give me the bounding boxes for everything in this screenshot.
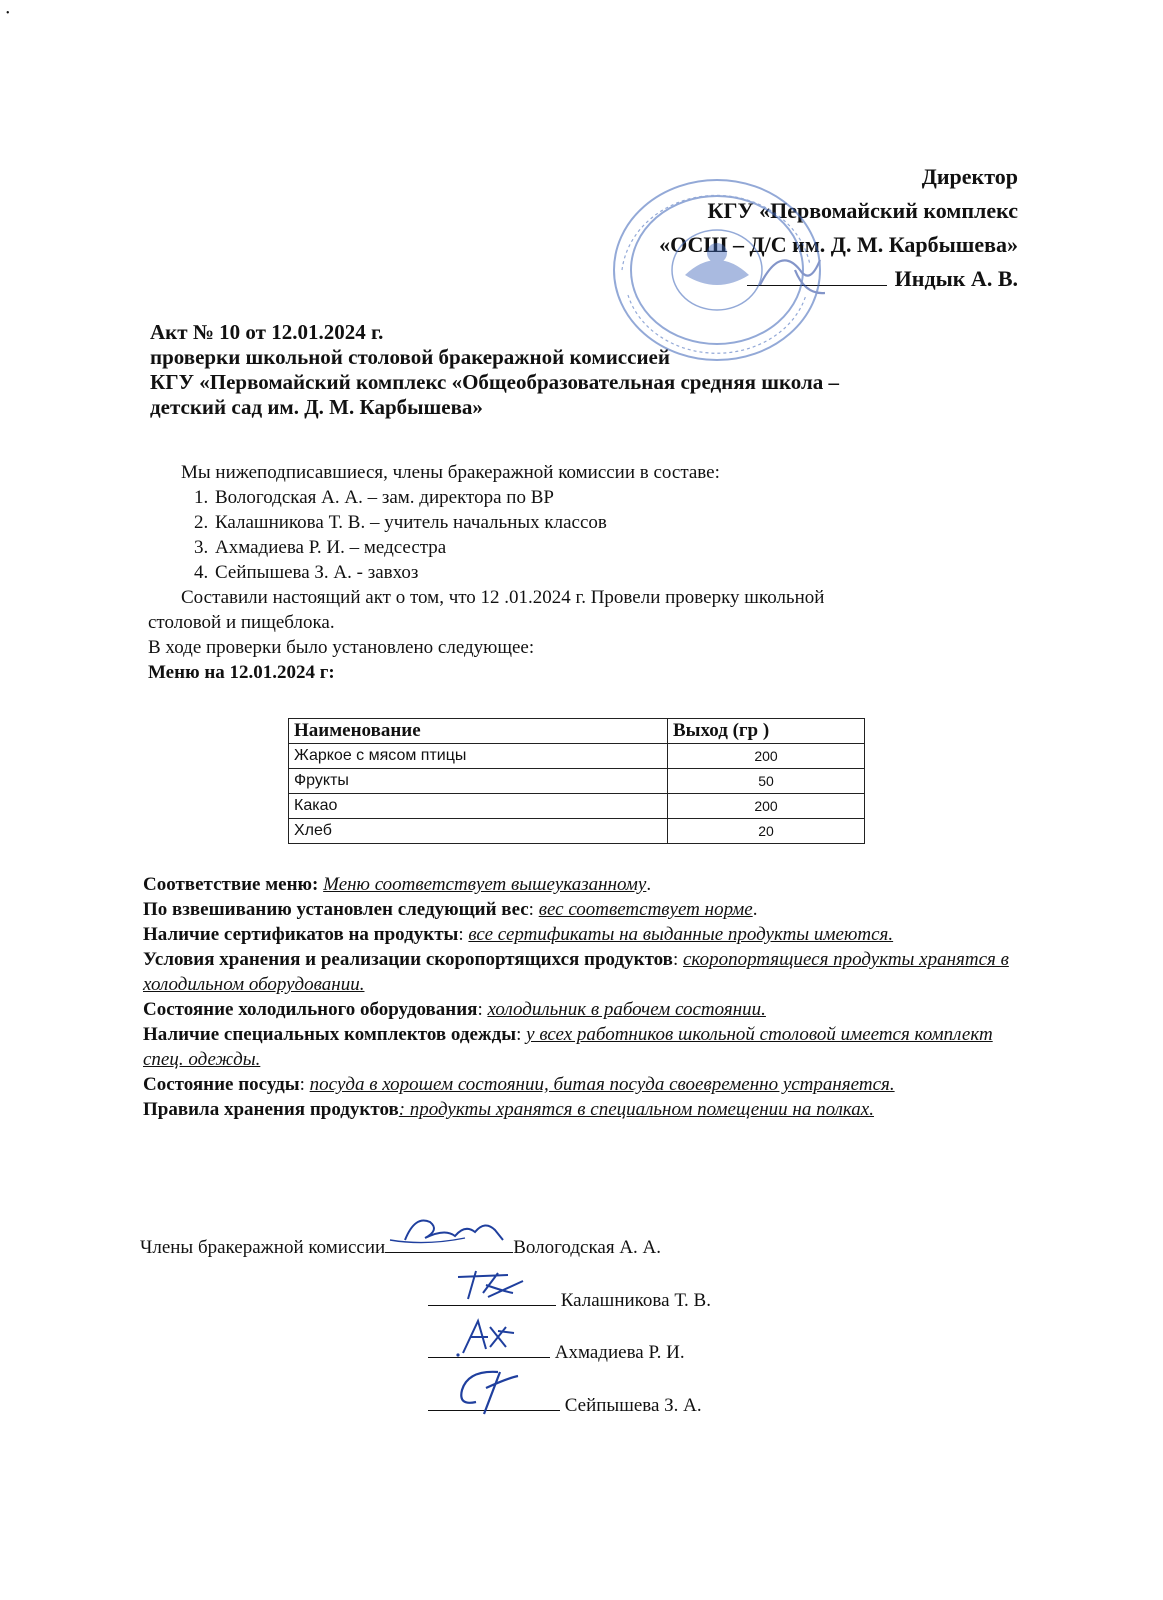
handwritten-signature [428,1263,556,1303]
handwritten-signature [428,1368,560,1416]
findings-intro: В ходе проверки было установлено следующее: [148,637,535,658]
act-organization-cont: детский сад им. Д. М. Карбышева» [150,395,483,419]
finding-item [143,872,1023,897]
dish-name: Жаркое с мясом птицы [289,744,668,769]
statement-text-cont: столовой и пищеблока. [148,612,335,633]
finding-label: Наличие специальных комплектов одежды [143,1024,517,1045]
commission-member: 4. Сейпышева З. А. - завхоз [213,560,1028,585]
finding-answer: посуда в хорошем состоянии, битая посуда своевременно устраняется. [309,1074,895,1095]
finding-answer: Меню соответствует вышеуказанному [323,874,647,895]
findings-section [143,872,1023,1122]
handwritten-signature [385,1210,515,1250]
signatures-caption: Члены бракеражной комиссии [140,1237,386,1258]
finding-answer: скоропортящиеся продукты хранятся в холодильном оборудовании. [143,949,1009,995]
finding-item [143,922,1023,947]
finding-separator: : [516,1024,527,1045]
menu-table [288,718,865,844]
finding-label: По взвешиванию установлен следующий вес [143,899,529,920]
act-subject: проверки школьной столовой бракеражной комиссией [150,345,670,369]
commission-list [148,485,1028,585]
finding-separator: : [458,924,469,945]
table-row [289,794,865,819]
finding-answer: вес соответствует норме [538,899,753,920]
finding-item [143,897,1023,922]
finding-item [143,1072,1023,1097]
finding-label: Условия хранения и реализации скоропортящихся продуктов [143,949,673,970]
act-body [148,460,1028,685]
finding-answer: холодильник в рабочем состоянии. [487,999,766,1020]
signature-line [385,1232,513,1253]
approval-position: Директор [921,164,1018,189]
finding-item [143,997,1023,1022]
commission-member: 2. Калашникова Т. В. – учитель начальных классов [213,510,1028,535]
member-name: Сейпышева З. А. [564,1395,702,1416]
commission-member: 1. Вологодская А. А. – зам. директора по ВР [213,485,1028,510]
signature-row [428,1390,702,1417]
finding-separator: : [528,899,539,920]
act-organization: КГУ «Первомайский комплекс «Общеобразовательная средняя школа – [150,370,840,394]
table-row [289,769,865,794]
finding-answer: все сертификаты на выданные продукты имеются. [468,924,894,945]
table-header-row [289,719,865,744]
act-title [150,320,1010,420]
finding-separator: : [477,999,488,1020]
finding-separator: : [299,1074,310,1095]
signature-row [140,1232,661,1259]
finding-label: Состояние холодильного оборудования [143,999,478,1020]
member-name: Ахмадиева Р. И. [554,1342,685,1363]
dish-yield: 50 [668,769,865,794]
signature-line [428,1390,560,1411]
intro-text: Мы нижеподписавшиеся, члены бракеражной комиссии в составе: [181,462,720,483]
act-number: Акт № 10 от 12.01.2024 г. [150,320,384,344]
dish-yield: 20 [668,819,865,844]
finding-item [143,1097,1023,1122]
finding-tail: . [752,899,758,920]
dish-name: Фрукты [289,769,668,794]
signature-line [428,1337,550,1358]
approval-organization-name: «ОСШ – Д/С им. Д. М. Карбышева» [659,232,1018,257]
signature-line [428,1285,556,1306]
table-row [289,819,865,844]
dish-yield: 200 [668,744,865,769]
dish-name: Хлеб [289,819,668,844]
scan-mark: • [6,8,10,19]
menu-heading: Меню на 12.01.2024 г: [148,662,335,683]
handwritten-signature [428,1315,550,1359]
member-name: Калашникова Т. В. [560,1290,711,1311]
finding-label: Состояние посуды [143,1074,300,1095]
column-header-name: Наименование [289,719,668,744]
finding-item [143,1022,1023,1072]
column-header-yield: Выход (гр ) [668,719,865,744]
finding-label: Наличие сертификатов на продукты [143,924,459,945]
table-row [289,744,865,769]
approval-organization: КГУ «Первомайский комплекс [707,198,1018,223]
finding-answer: у всех работников школьной столовой имеется комплект спец. одежды. [143,1024,993,1070]
dish-name: Какао [289,794,668,819]
finding-label: Правила хранения продуктов [143,1099,399,1120]
signature-row [428,1337,685,1364]
dish-yield: 200 [668,794,865,819]
finding-label: Соответствие меню: [143,874,319,895]
finding-tail: . [646,874,652,895]
finding-item [143,947,1023,997]
signature-row [428,1285,711,1312]
director-name: Индык А. В. [894,266,1018,291]
commission-member: 3. Ахмадиева Р. И. – медсестра [213,535,1028,560]
member-name: Вологодская А. А. [513,1237,662,1258]
statement-text: Составили настоящий акт о том, что 12 .01.2024 г. Провели проверку школьной [181,587,825,608]
finding-answer: : продукты хранятся в специальном помещении на полках. [398,1099,874,1120]
finding-separator: : [672,949,683,970]
